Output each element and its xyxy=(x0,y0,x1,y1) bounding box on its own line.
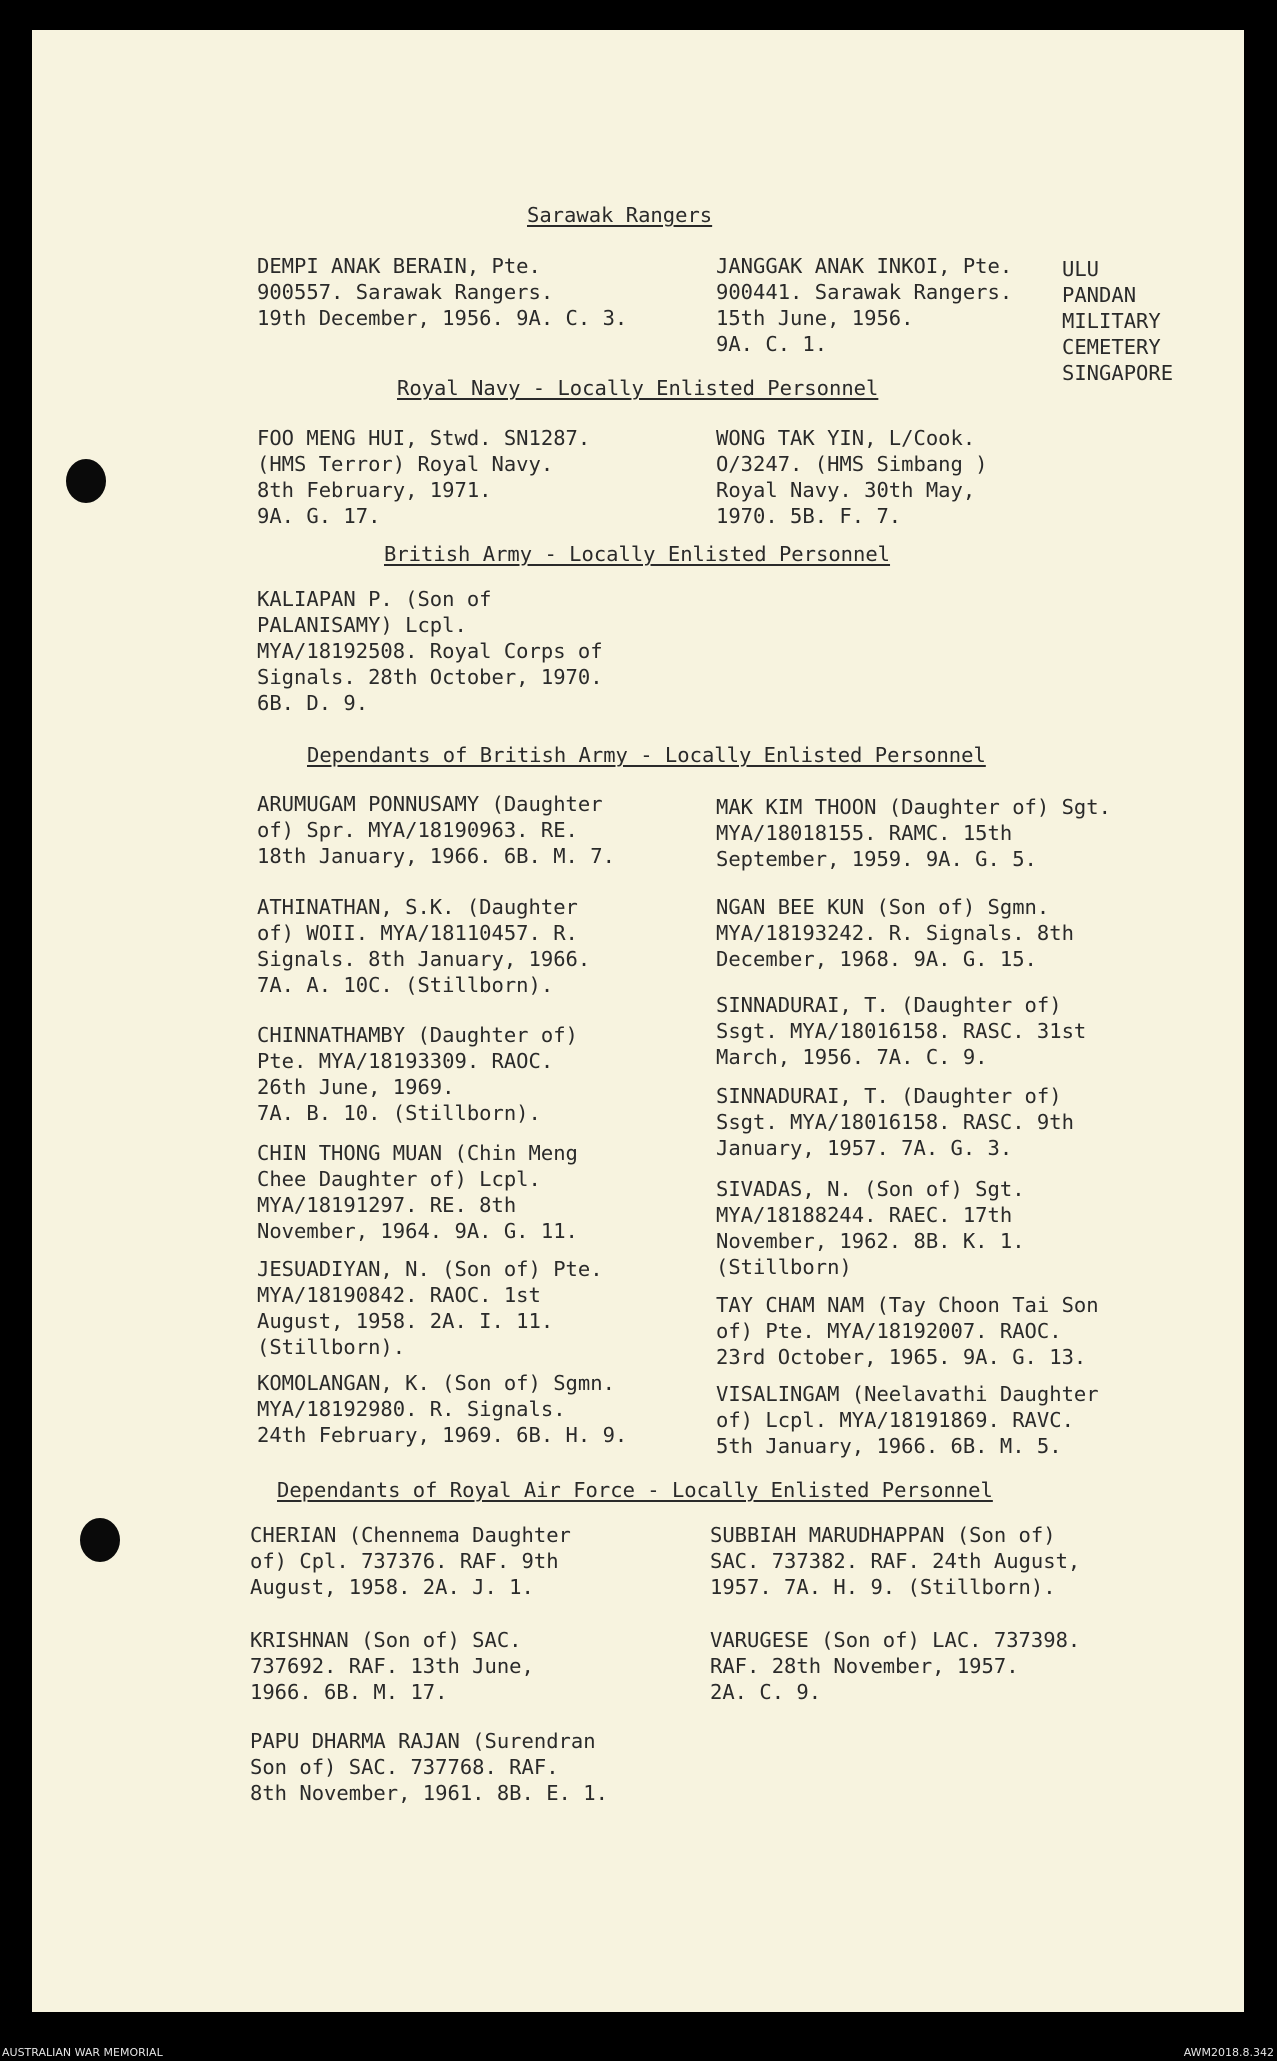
heading-raf-dependants: Dependants of Royal Air Force - Locally Enlisted Personnel xyxy=(277,1478,993,1502)
entry-wong-tak-yin: WONG TAK YIN, L/Cook. O/3247. (HMS Simbang ) Royal Navy. 30th May, 1970. 5B. F. 7. xyxy=(716,426,988,528)
entry-mak-kim-thoon: MAK KIM THOON (Daughter of) Sgt. MYA/18018155. RAMC. 15th September, 1959. 9A. G. 5. xyxy=(716,795,1111,871)
entry-athinathan: ATHINATHAN, S.K. (Daughter of) WOII. MYA/18110457. R. Signals. 8th January, 1966. 7A. A. 10C. (Stillborn). xyxy=(257,895,591,997)
entry-subbiah-marudhappan: SUBBIAH MARUDHAPPAN (Son of) SAC. 737382. RAF. 24th August, 1957. 7A. H. 9. (Stillborn). xyxy=(710,1523,1081,1599)
entry-kaliapan: KALIAPAN P. (Son of PALANISAMY) Lcpl. MYA/18192508. Royal Corps of Signals. 28th October, 1970. 6B. D. 9. xyxy=(257,587,603,715)
cemetery-label: ULU PANDAN MILITARY CEMETERY SINGAPORE xyxy=(1062,257,1174,385)
entry-janggak-anak-inkoi: JANGGAK ANAK INKOI, Pte. 900441. Sarawak Rangers. 15th June, 1956. 9A. C. 1. xyxy=(716,254,1013,356)
entry-chin-thong-muan: CHIN THONG MUAN (Chin Meng Chee Daughter of) Lcpl. MYA/18191297. RE. 8th November, 1964. 9A. G. 11. xyxy=(257,1141,578,1243)
heading-royal-navy: Royal Navy - Locally Enlisted Personnel xyxy=(397,376,879,400)
entry-sinnadurai-1957: SINNADURAI, T. (Daughter of) Ssgt. MYA/18016158. RASC. 9th January, 1957. 7A. G. 3. xyxy=(716,1084,1074,1160)
entry-ngan-bee-kun: NGAN BEE KUN (Son of) Sgmn. MYA/18193242. R. Signals. 8th December, 1968. 9A. G. 15. xyxy=(716,895,1074,971)
entry-sivadas: SIVADAS, N. (Son of) Sgt. MYA/18188244. RAEC. 17th November, 1962. 8B. K. 1. (Stillborn) xyxy=(716,1177,1025,1279)
entry-dempi-anak-berain: DEMPI ANAK BERAIN, Pte. 900557. Sarawak Rangers. 19th December, 1956. 9A. C. 3. xyxy=(257,254,628,330)
entry-arumugam-ponnusamy: ARUMUGAM PONNUSAMY (Daughter of) Spr. MYA/18190963. RE. 18th January, 1966. 6B. M. 7. xyxy=(257,792,615,868)
entry-cherian: CHERIAN (Chennema Daughter of) Cpl. 737376. RAF. 9th August, 1958. 2A. J. 1. xyxy=(250,1523,571,1599)
heading-british-army-dependants: Dependants of British Army - Locally Enlisted Personnel xyxy=(307,743,986,767)
entry-varugese: VARUGESE (Son of) LAC. 737398. RAF. 28th November, 1957. 2A. C. 9. xyxy=(710,1628,1081,1704)
entry-komolangan: KOMOLANGAN, K. (Son of) Sgmn. MYA/18192980. R. Signals. 24th February, 1969. 6B. H. 9. xyxy=(257,1371,628,1447)
punch-hole-bottom xyxy=(80,1518,120,1562)
heading-sarawak-rangers: Sarawak Rangers xyxy=(527,203,713,227)
entry-jesuadiyan: JESUADIYAN, N. (Son of) Pte. MYA/18190842. RAOC. 1st August, 1958. 2A. I. 11. (Stillborn). xyxy=(257,1257,603,1359)
entry-tay-cham-nam: TAY CHAM NAM (Tay Choon Tai Son of) Pte. MYA/18192007. RAOC. 23rd October, 1965. 9A. G. 13. xyxy=(716,1293,1099,1369)
entry-krishnan: KRISHNAN (Son of) SAC. 737692. RAF. 13th June, 1966. 6B. M. 17. xyxy=(250,1628,534,1704)
entry-sinnadurai-1956: SINNADURAI, T. (Daughter of) Ssgt. MYA/18016158. RASC. 31st March, 1956. 7A. C. 9. xyxy=(716,993,1087,1069)
footer-accession-number: AWM2018.8.342 xyxy=(1183,2046,1274,2059)
entry-foo-meng-hui: FOO MENG HUI, Stwd. SN1287. (HMS Terror) Royal Navy. 8th February, 1971. 9A. G. 17. xyxy=(257,426,591,528)
punch-hole-top xyxy=(66,459,106,503)
entry-chinnathamby: CHINNATHAMBY (Daughter of) Pte. MYA/18193309. RAOC. 26th June, 1969. 7A. B. 10. (Stillborn). xyxy=(257,1023,578,1125)
entry-visalingam: VISALINGAM (Neelavathi Daughter of) Lcpl. MYA/18191869. RAVC. 5th January, 1966. 6B. M. 5. xyxy=(716,1382,1099,1458)
entry-papu-dharma-rajan: PAPU DHARMA RAJAN (Surendran Son of) SAC. 737768. RAF. 8th November, 1961. 8B. E. 1. xyxy=(250,1729,608,1805)
heading-british-army: British Army - Locally Enlisted Personnel xyxy=(384,542,891,566)
footer-source-label: AUSTRALIAN WAR MEMORIAL xyxy=(2,2046,163,2059)
